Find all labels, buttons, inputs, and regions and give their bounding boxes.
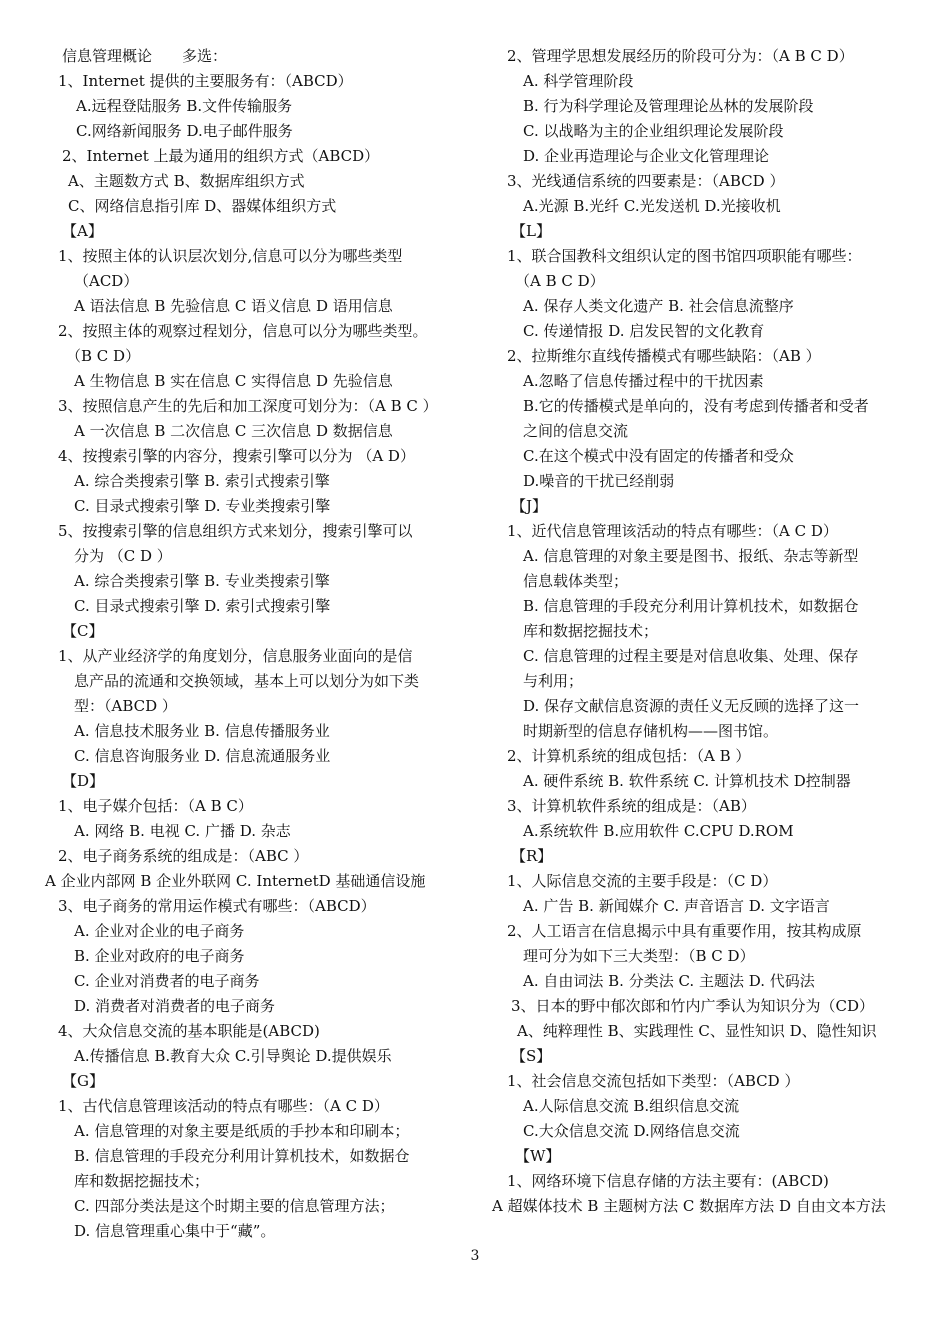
answer-option-line: C.在这个模式中没有固定的传播者和受众 bbox=[523, 447, 794, 465]
answer-option-line: A. 综合类搜索引擎 B. 专业类搜索引擎 bbox=[74, 572, 330, 590]
section-header: 【W】 bbox=[515, 1147, 561, 1165]
question-line: 3、日本的野中郁次郎和竹内广季认为知识分为（CD） bbox=[511, 997, 875, 1015]
question-line: 息产品的流通和交换领域，基本上可以划分为如下类 bbox=[74, 672, 420, 690]
question-line: 1、人际信息交流的主要手段是：（C D） bbox=[507, 872, 778, 890]
answer-option-line: C. 企业对消费者的电子商务 bbox=[74, 972, 260, 990]
answer-option-line: A. 网络 B. 电视 C. 广播 D. 杂志 bbox=[74, 822, 291, 840]
question-line: 5、按搜索引擎的信息组织方式来划分，搜索引擎可以 bbox=[58, 522, 413, 540]
answer-option-line: A.远程登陆服务 B.文件传输服务 bbox=[76, 97, 293, 115]
answer-option-line: 信息载体类型； bbox=[523, 572, 629, 590]
answer-option-line: B. 行为科学理论及管理理论丛林的发展阶段 bbox=[523, 97, 814, 115]
answer-option-line: C. 信息咨询服务业 D. 信息流通服务业 bbox=[74, 747, 331, 765]
document-title: 信息管理概论 多选： bbox=[62, 47, 228, 65]
answer-option-line: A 一次信息 B 二次信息 C 三次信息 D 数据信息 bbox=[74, 422, 393, 440]
question-line: 1、按照主体的认识层次划分,信息可以分为哪些类型 bbox=[58, 247, 403, 265]
answer-option-line: B. 信息管理的手段充分利用计算机技术，如数据仓 bbox=[523, 597, 859, 615]
answer-option-line: A.光源 B.光纤 C.光发送机 D.光接收机 bbox=[523, 197, 781, 215]
answer-option-line: A 企业内部网 B 企业外联网 C. InternetD 基础通信设施 bbox=[45, 872, 426, 890]
answer-option-line: A. 科学管理阶段 bbox=[523, 72, 634, 90]
answer-option-line: C.大众信息交流 D.网络信息交流 bbox=[523, 1122, 740, 1140]
answer-option-line: C. 传递情报 D. 启发民智的文化教育 bbox=[523, 322, 765, 340]
answer-option-line: C. 以战略为主的企业组织理论发展阶段 bbox=[523, 122, 784, 140]
answer-option-line: A 语法信息 B 先验信息 C 语义信息 D 语用信息 bbox=[74, 297, 393, 315]
answer-option-line: A. 信息管理的对象主要是图书、报纸、杂志等新型 bbox=[523, 547, 859, 565]
answer-option-line: C. 信息管理的过程主要是对信息收集、处理、保存 bbox=[523, 647, 859, 665]
answer-option-line: A. 信息技术服务业 B. 信息传播服务业 bbox=[74, 722, 330, 740]
answer-option-line: A.传播信息 B.教育大众 C.引导舆论 D.提供娱乐 bbox=[74, 1047, 392, 1065]
question-line: 1、从产业经济学的角度划分，信息服务业面向的是信 bbox=[58, 647, 413, 665]
answer-option-line: C、网络信息指引库 D、器媒体组织方式 bbox=[68, 197, 337, 215]
answer-option-line: A.人际信息交流 B.组织信息交流 bbox=[523, 1097, 740, 1115]
question-line: 2、电子商务系统的组成是：（ABC ） bbox=[58, 847, 309, 865]
right-column bbox=[492, 44, 917, 1219]
section-header: 【S】 bbox=[511, 1047, 552, 1065]
answer-option-line: C.网络新闻服务 D.电子邮件服务 bbox=[76, 122, 293, 140]
question-line: 1、联合国教科文组织认定的图书馆四项职能有哪些： bbox=[507, 247, 862, 265]
left-column bbox=[45, 44, 468, 1244]
question-line: 1、Internet 提供的主要服务有：（ABCD） bbox=[58, 72, 353, 90]
page-number: 3 bbox=[470, 1248, 480, 1264]
question-line: 2、Internet 上最为通用的组织方式（ABCD） bbox=[62, 147, 380, 165]
question-line: 2、管理学思想发展经历的阶段可分为：（A B C D） bbox=[507, 47, 854, 65]
question-line: 3、按照信息产生的先后和加工深度可划分为：（A B C ） bbox=[58, 397, 438, 415]
answer-option-line: C. 四部分类法是这个时期主要的信息管理方法； bbox=[74, 1197, 395, 1215]
answer-option-line: D. 保存文献信息资源的责任义无反顾的选择了这一 bbox=[523, 697, 860, 715]
answer-option-line: D. 信息管理重心集中于“藏”。 bbox=[74, 1222, 276, 1240]
question-line: （A B C D） bbox=[515, 272, 605, 290]
answer-option-line: C. 目录式搜索引擎 D. 专业类搜索引擎 bbox=[74, 497, 331, 515]
question-line: 2、计算机系统的组成包括：（A B ） bbox=[507, 747, 751, 765]
answer-option-line: D.噪音的干扰已经削弱 bbox=[523, 472, 675, 490]
answer-option-line: B. 企业对政府的电子商务 bbox=[74, 947, 245, 965]
question-line: 型：（ABCD ） bbox=[74, 697, 177, 715]
section-header: 【C】 bbox=[62, 622, 104, 640]
answer-option-line: 库和数据挖掘技术； bbox=[74, 1172, 210, 1190]
section-header: 【R】 bbox=[511, 847, 553, 865]
question-line: 4、按搜索引擎的内容分，搜索引擎可以分为 （A D） bbox=[58, 447, 415, 465]
answer-option-line: 时期新型的信息存储机构——图书馆。 bbox=[523, 722, 779, 740]
question-line: 1、近代信息管理该活动的特点有哪些：（A C D） bbox=[507, 522, 838, 540]
answer-option-line: A.忽略了信息传播过程中的干扰因素 bbox=[523, 372, 764, 390]
question-line: 2、拉斯维尔直线传播模式有哪些缺陷：（AB ） bbox=[507, 347, 821, 365]
question-line: 1、电子媒介包括：（A B C） bbox=[58, 797, 253, 815]
answer-option-line: A、主题数方式 B、数据库组织方式 bbox=[68, 172, 305, 190]
section-header: 【L】 bbox=[511, 222, 551, 240]
answer-option-line: 库和数据挖掘技术； bbox=[523, 622, 659, 640]
answer-option-line: A. 综合类搜索引擎 B. 索引式搜索引擎 bbox=[74, 472, 330, 490]
question-line: 3、电子商务的常用运作模式有哪些：（ABCD） bbox=[58, 897, 376, 915]
answer-option-line: A. 信息管理的对象主要是纸质的手抄本和印刷本； bbox=[74, 1122, 410, 1140]
answer-option-line: A. 广告 B. 新闻媒介 C. 声音语言 D. 文字语言 bbox=[523, 897, 830, 915]
answer-option-line: A.系统软件 B.应用软件 C.CPU D.ROM bbox=[523, 822, 794, 840]
section-header: 【A】 bbox=[62, 222, 103, 240]
question-line: 2、人工语言在信息揭示中具有重要作用，按其构成原 bbox=[507, 922, 862, 940]
section-header: 【D】 bbox=[62, 772, 105, 790]
answer-option-line: A. 保存人类文化遗产 B. 社会信息流整序 bbox=[523, 297, 794, 315]
answer-option-line: C. 目录式搜索引擎 D. 索引式搜索引擎 bbox=[74, 597, 331, 615]
answer-option-line: A、纯粹理性 B、实践理性 C、显性知识 D、隐性知识 bbox=[517, 1022, 877, 1040]
question-line: （ACD） bbox=[74, 272, 139, 290]
answer-option-line: D. 企业再造理论与企业文化管理理论 bbox=[523, 147, 770, 165]
answer-option-line: D. 消费者对消费者的电子商务 bbox=[74, 997, 276, 1015]
answer-option-line: B. 信息管理的手段充分利用计算机技术，如数据仓 bbox=[74, 1147, 410, 1165]
section-header: 【J】 bbox=[511, 497, 548, 515]
section-header: 【G】 bbox=[62, 1072, 104, 1090]
answer-option-line: A. 硬件系统 B. 软件系统 C. 计算机技术 D控制器 bbox=[523, 772, 851, 790]
question-line: 4、大众信息交流的基本职能是(ABCD) bbox=[58, 1022, 320, 1040]
answer-option-line: A 超媒体技术 B 主题树方法 C 数据库方法 D 自由文本方法 bbox=[492, 1197, 886, 1215]
question-line: 3、光线通信系统的四要素是：（ABCD ） bbox=[507, 172, 785, 190]
question-line: 分为 （C D ） bbox=[74, 547, 172, 565]
question-line: 1、社会信息交流包括如下类型：（ABCD ） bbox=[507, 1072, 800, 1090]
question-line: 2、按照主体的观察过程划分，信息可以分为哪些类型。 bbox=[58, 322, 428, 340]
answer-option-line: 与利用； bbox=[523, 672, 584, 690]
answer-option-line: B.它的传播模式是单向的，没有考虑到传播者和受者 bbox=[523, 397, 869, 415]
answer-option-line: A 生物信息 B 实在信息 C 实得信息 D 先验信息 bbox=[74, 372, 393, 390]
answer-option-line: A. 企业对企业的电子商务 bbox=[74, 922, 245, 940]
question-line: 1、古代信息管理该活动的特点有哪些：（A C D） bbox=[58, 1097, 389, 1115]
question-line: 1、网络环境下信息存储的方法主要有：(ABCD) bbox=[507, 1172, 829, 1190]
answer-option-line: 之间的信息交流 bbox=[523, 422, 629, 440]
question-line: （B C D） bbox=[66, 347, 141, 365]
question-line: 3、计算机软件系统的组成是：（AB） bbox=[507, 797, 756, 815]
question-line: 理可分为如下三大类型：（B C D） bbox=[523, 947, 755, 965]
answer-option-line: A. 自由词法 B. 分类法 C. 主题法 D. 代码法 bbox=[523, 972, 815, 990]
